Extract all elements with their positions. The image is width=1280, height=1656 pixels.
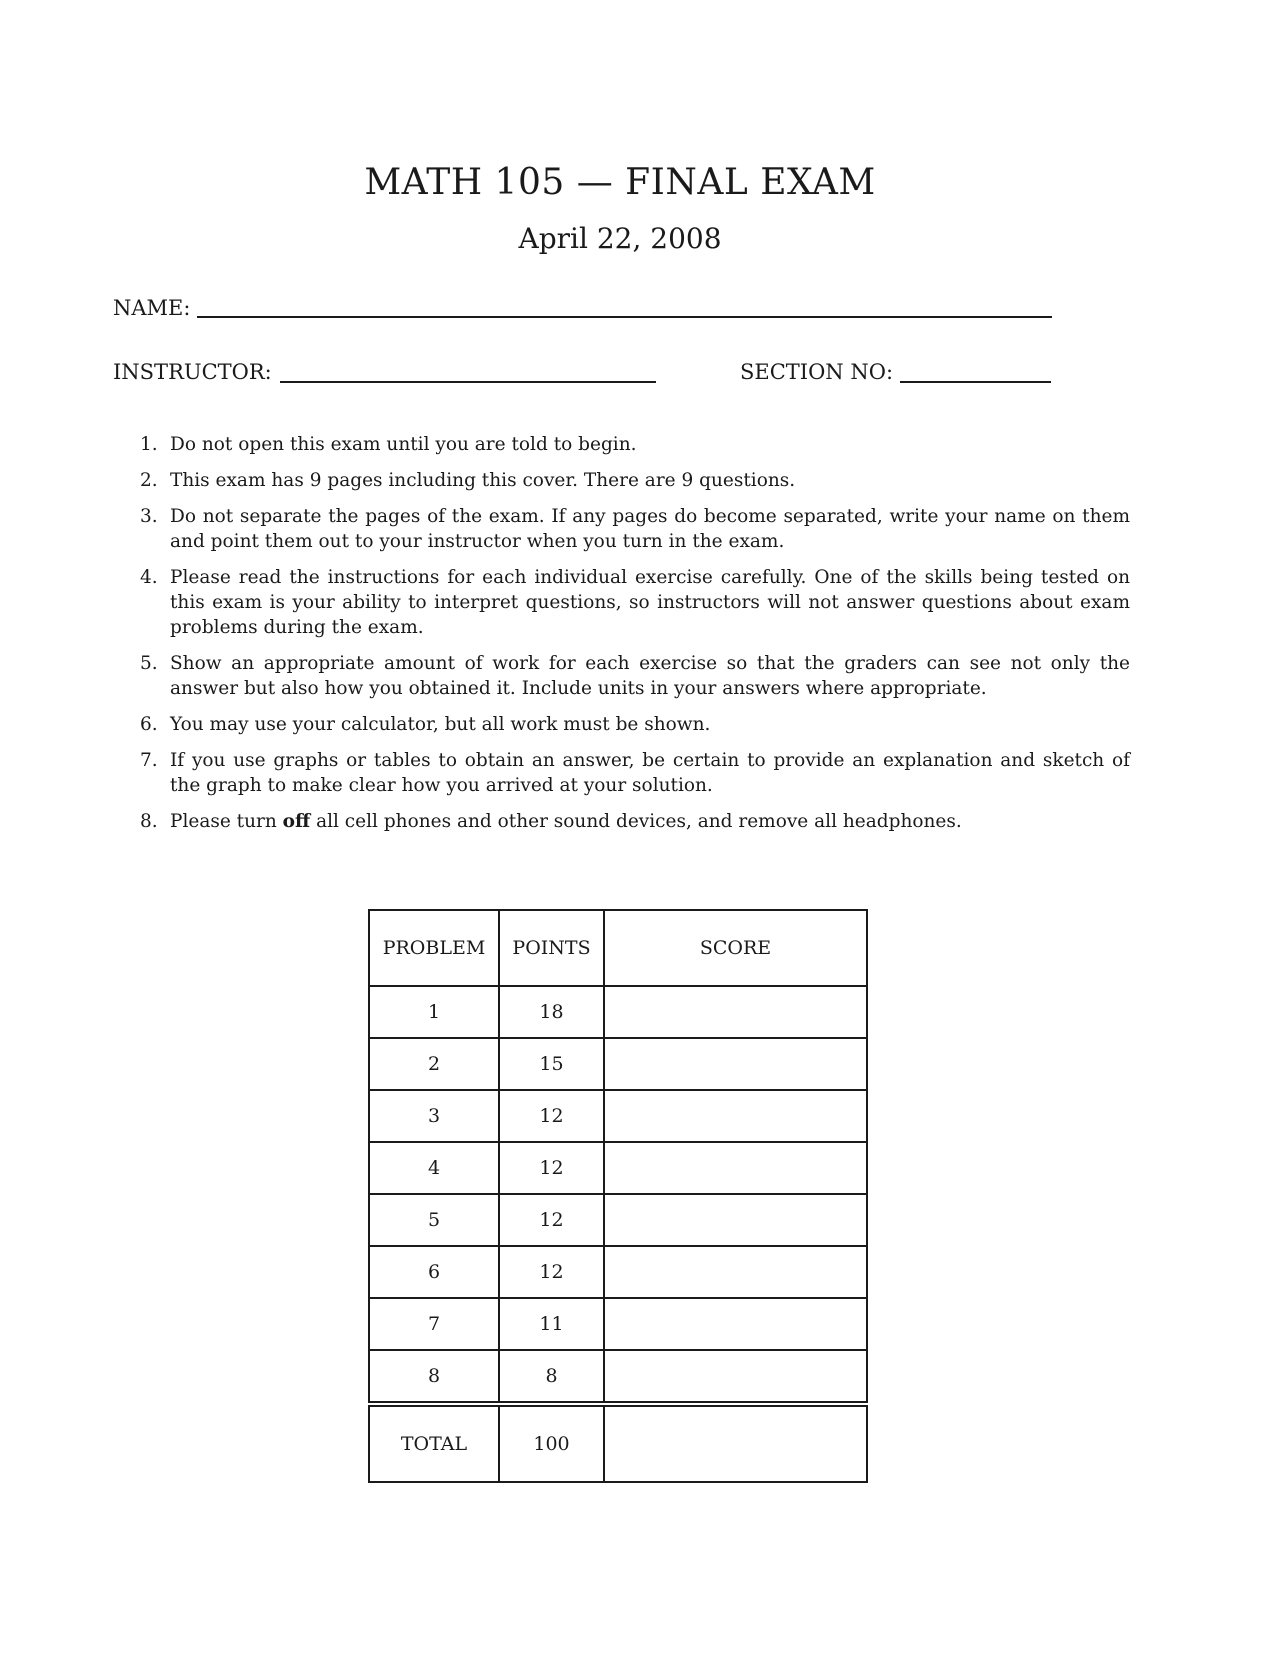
instructions-list	[140, 432, 1130, 845]
score-cell[interactable]	[604, 1298, 867, 1350]
instruction-number: 7.	[140, 750, 158, 771]
problem-points: 12	[499, 1246, 604, 1298]
instruction-number: 5.	[140, 653, 158, 674]
score-cell[interactable]	[604, 1142, 867, 1194]
problem-number: 7	[369, 1298, 499, 1350]
instruction-number: 4.	[140, 567, 158, 588]
score-cell[interactable]	[604, 1350, 867, 1404]
instructor-label: INSTRUCTOR:	[113, 360, 272, 384]
score-cell[interactable]	[604, 1194, 867, 1246]
problem-number: 8	[369, 1350, 499, 1404]
instruction-number: 3.	[140, 506, 158, 527]
instruction-item	[140, 712, 1130, 737]
problem-number: 1	[369, 986, 499, 1038]
problem-number: 4	[369, 1142, 499, 1194]
exam-date: April 22, 2008	[518, 222, 722, 255]
score-table-header-row	[369, 910, 867, 986]
header-points: POINTS	[499, 910, 604, 986]
instruction-text: Please read the instructions for each individual exercise carefully. One of the skills being tested on this exam is your ability to interpret questions, so instructors will not answer questions about exam problems during the exam.	[170, 567, 1130, 638]
table-row	[369, 1090, 867, 1142]
total-points: 100	[499, 1404, 604, 1482]
instruction-text: If you use graphs or tables to obtain an answer, be certain to provide an explanation and sketch of the graph to make clear how you arrived at your solution.	[170, 750, 1130, 796]
instruction-text: Show an appropriate amount of work for each exercise so that the graders can see not only the answer but also how you obtained it. Include units in your answers where appropriate.	[170, 653, 1130, 699]
problem-points: 12	[499, 1194, 604, 1246]
instruction-text-part: Please turn	[170, 811, 283, 832]
total-label: TOTAL	[369, 1404, 499, 1482]
instruction-text: Do not open this exam until you are told to begin.	[170, 434, 637, 455]
total-score-cell[interactable]	[604, 1404, 867, 1482]
instruction-text-part: all cell phones and other sound devices, and remove all headphones.	[310, 811, 962, 832]
table-row	[369, 1038, 867, 1090]
instruction-item	[140, 468, 1130, 493]
problem-points: 11	[499, 1298, 604, 1350]
instructor-field[interactable]	[280, 381, 656, 383]
problem-points: 12	[499, 1142, 604, 1194]
problem-points: 18	[499, 986, 604, 1038]
section-label: SECTION NO:	[740, 360, 894, 384]
instruction-emphasis: off	[282, 811, 311, 832]
name-field[interactable]	[197, 316, 1052, 318]
instruction-item	[140, 504, 1130, 554]
instruction-item	[140, 809, 1130, 834]
score-table	[368, 909, 868, 1483]
problem-number: 6	[369, 1246, 499, 1298]
score-cell[interactable]	[604, 1090, 867, 1142]
score-cell[interactable]	[604, 1038, 867, 1090]
problem-points: 15	[499, 1038, 604, 1090]
problem-number: 2	[369, 1038, 499, 1090]
problem-points: 8	[499, 1350, 604, 1404]
table-row	[369, 1142, 867, 1194]
header-problem: PROBLEM	[369, 910, 499, 986]
header-score: SCORE	[604, 910, 867, 986]
problem-number: 5	[369, 1194, 499, 1246]
instruction-number: 8.	[140, 811, 158, 832]
name-label: NAME:	[113, 296, 191, 320]
table-row	[369, 1246, 867, 1298]
problem-number: 3	[369, 1090, 499, 1142]
total-row	[369, 1404, 867, 1482]
instruction-number: 2.	[140, 470, 158, 491]
instruction-text: You may use your calculator, but all work must be shown.	[170, 714, 711, 735]
instruction-item	[140, 748, 1130, 798]
instruction-item	[140, 565, 1130, 640]
score-cell[interactable]	[604, 1246, 867, 1298]
instruction-text: This exam has 9 pages including this cover. There are 9 questions.	[170, 470, 796, 491]
instruction-text: Do not separate the pages of the exam. If any pages do become separated, write your name on them and point them out to your instructor when you turn in the exam.	[170, 506, 1130, 552]
instruction-number: 1.	[140, 434, 158, 455]
instruction-text	[170, 811, 962, 832]
section-field[interactable]	[900, 381, 1051, 383]
instruction-item	[140, 432, 1130, 457]
exam-title: MATH 105 — FINAL EXAM	[364, 162, 876, 203]
table-row	[369, 1298, 867, 1350]
score-cell[interactable]	[604, 986, 867, 1038]
instruction-number: 6.	[140, 714, 158, 735]
table-row	[369, 1350, 867, 1404]
table-row	[369, 1194, 867, 1246]
problem-points: 12	[499, 1090, 604, 1142]
table-row	[369, 986, 867, 1038]
instruction-item	[140, 651, 1130, 701]
